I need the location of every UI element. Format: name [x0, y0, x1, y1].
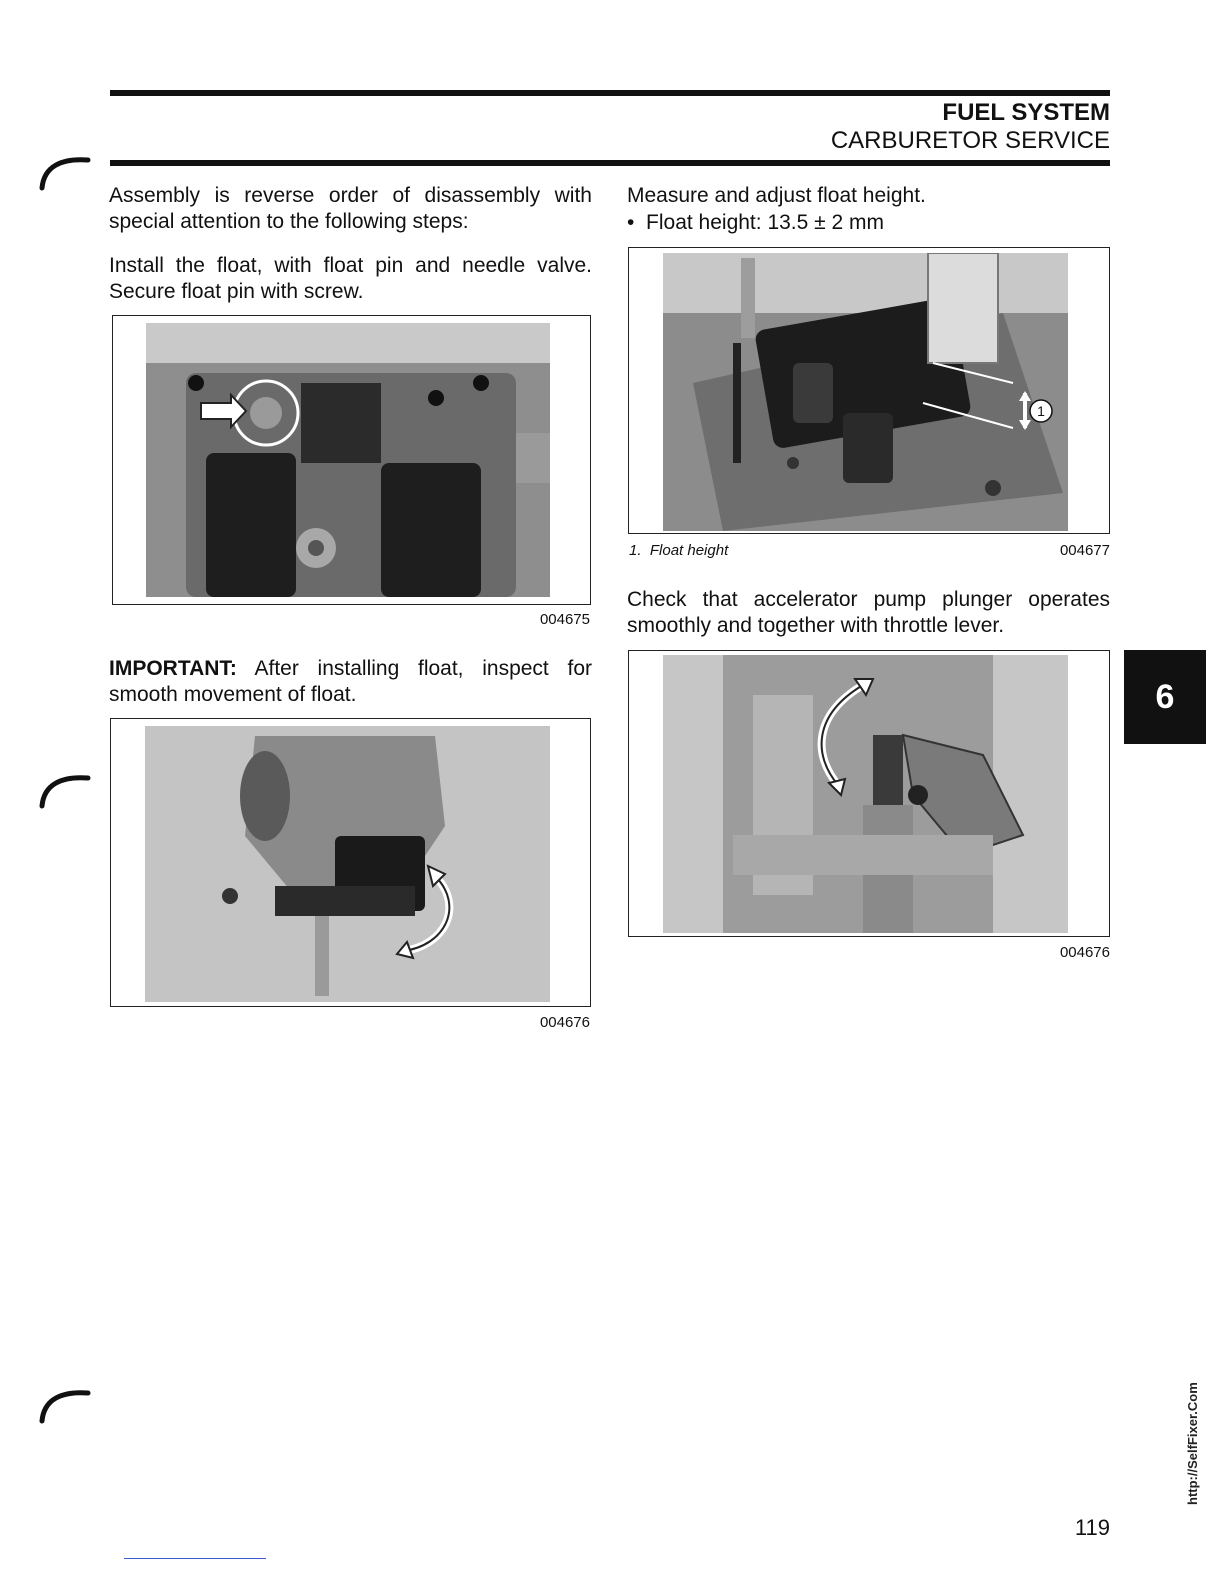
- float-movement-photo: [145, 726, 550, 1002]
- binder-curl-middle: [38, 770, 94, 810]
- caption-number: 1.: [629, 542, 642, 559]
- float-height-photo: [663, 253, 1068, 531]
- bullet-icon: •: [627, 211, 647, 234]
- figure-number-004677: 004677: [1059, 542, 1110, 559]
- figure-float-movement: [110, 718, 591, 1007]
- caption-text: Float height: [649, 542, 729, 559]
- page-number: 119: [1074, 1515, 1110, 1540]
- binder-curl-bottom: [38, 1385, 94, 1425]
- figure-number-004675: 004675: [539, 611, 590, 628]
- figure-number-004676-left: 004676: [539, 1014, 590, 1031]
- accelerator-pump-photo: [663, 655, 1068, 933]
- side-watermark-url: http://SelfFixer.Com: [1185, 1382, 1200, 1505]
- float-height-value: Float height: 13.5 ± 2 mm: [646, 211, 885, 234]
- carburetor-float-photo: [146, 323, 550, 597]
- install-float-step: Install the float, with float pin and needle valve. Secure float pin with screw.: [109, 254, 592, 303]
- accelerator-pump-check: Check that accelerator pump plunger operates smoothly and together with throttle lever.: [627, 588, 1110, 637]
- assembly-intro: Assembly is reverse order of disassembly with special attention to the following steps:: [109, 184, 592, 233]
- figure-float-height-caption: [629, 542, 728, 559]
- important-text: After installing float, inspect for smooth movement of float.: [109, 657, 592, 706]
- header-rule-bottom: [110, 160, 1110, 166]
- figure-float-height: [628, 247, 1110, 534]
- float-height-spec: [627, 210, 1110, 236]
- header-rule-top: [110, 90, 1110, 96]
- subsection-title: CARBURETOR SERVICE: [830, 127, 1110, 154]
- callout-1: 1: [1037, 403, 1045, 419]
- measure-float-height: Measure and adjust float height.: [627, 184, 926, 207]
- binder-curl-top: [38, 152, 94, 192]
- important-note: [109, 656, 592, 708]
- figure-float-install: [112, 315, 591, 605]
- important-label: IMPORTANT:: [109, 657, 237, 680]
- footer-link-underline: [124, 1558, 266, 1559]
- section-title: FUEL SYSTEM: [942, 99, 1110, 126]
- figure-accelerator-pump: [628, 650, 1110, 937]
- figure-number-004676-right: 004676: [1059, 944, 1110, 961]
- chapter-tab: 6: [1124, 650, 1206, 744]
